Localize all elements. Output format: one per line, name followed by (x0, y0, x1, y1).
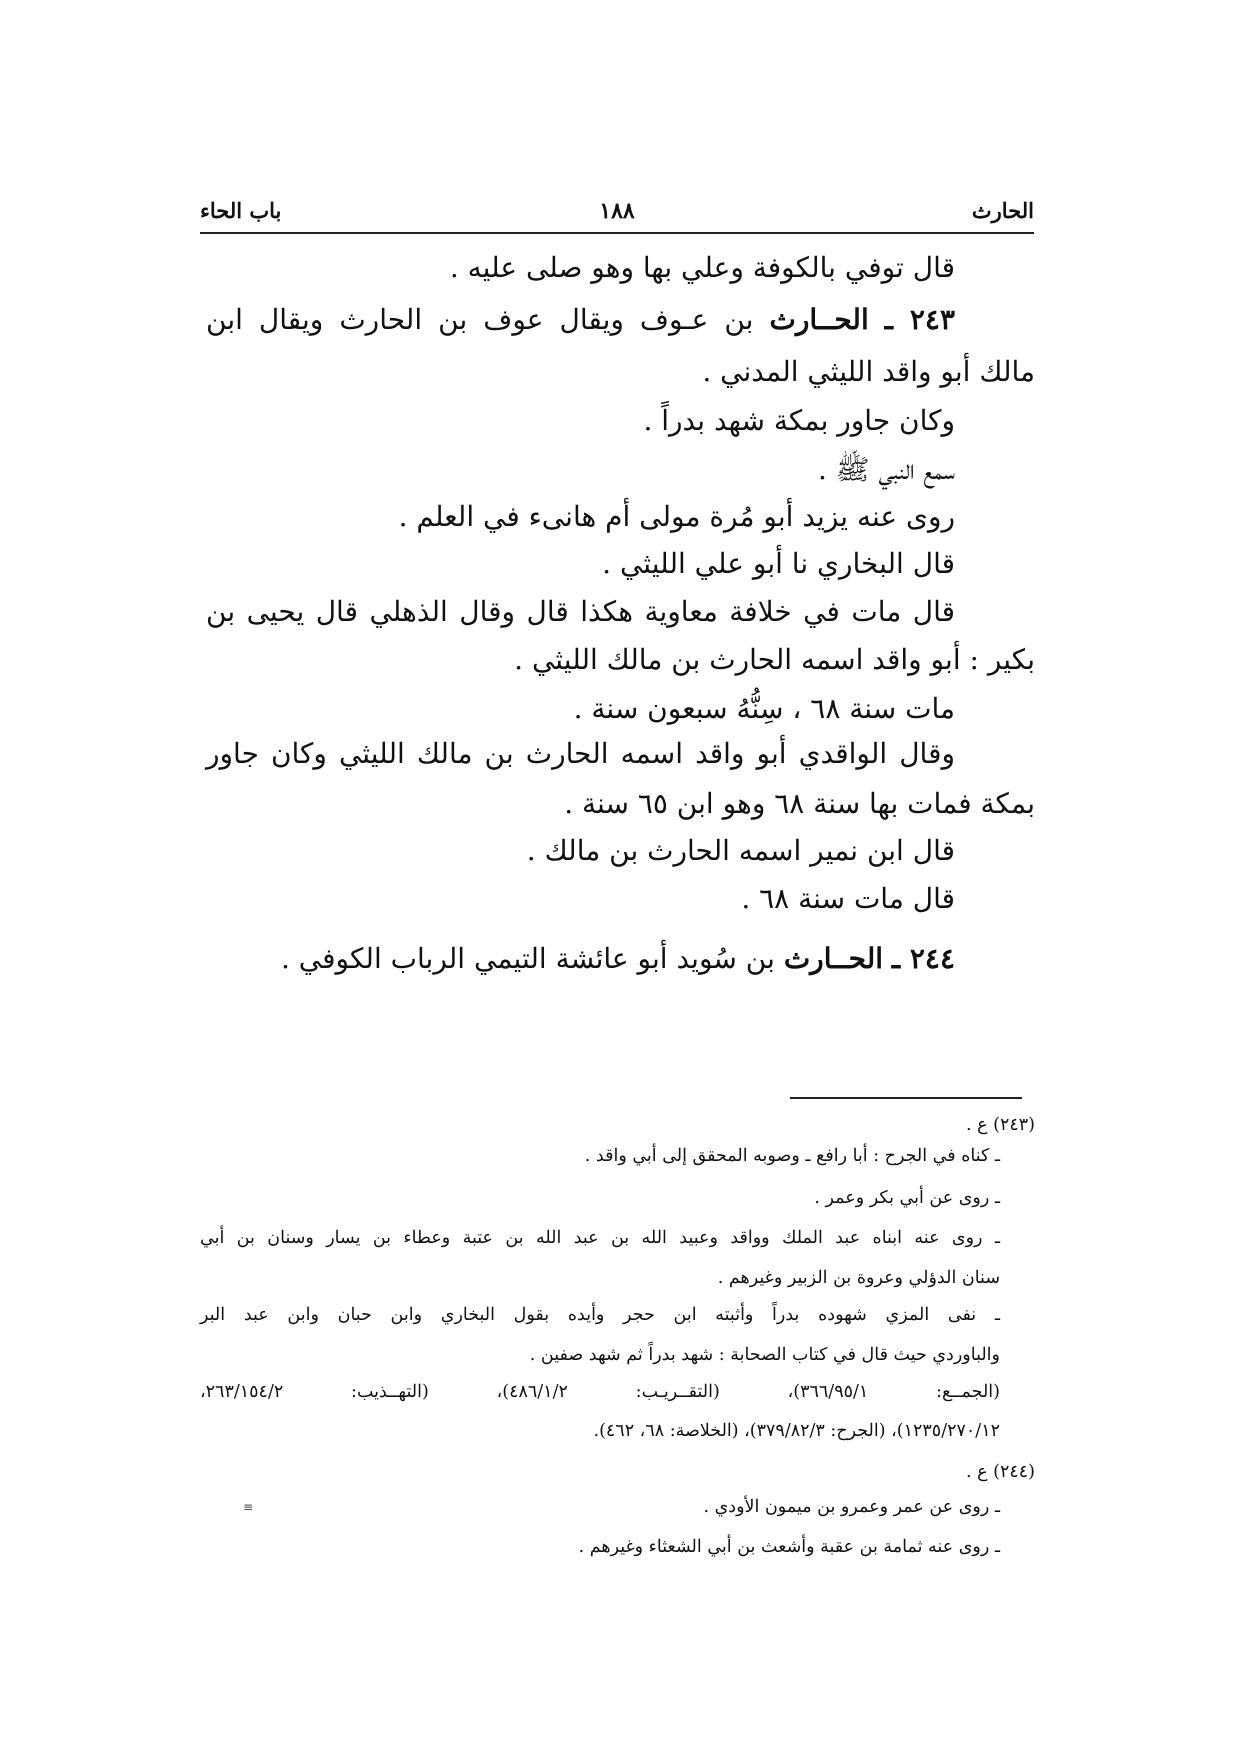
entry-heading-text: بن سُويد أبو عائشة التيمي الرباب الكوفي . (280, 942, 775, 975)
footnote-line: (٢٤٤) ع . (966, 1462, 1035, 1482)
body-line: قال مات سنة ٦٨ . (741, 882, 955, 915)
body-line: قال ابن نمير اسمه الحارث بن مالك . (526, 834, 955, 867)
header-chapter-title: باب الحاء (200, 198, 282, 223)
footnote-line: (٢٤٣) ع . (966, 1115, 1035, 1135)
footnote-line: ـ روى عن أبي بكر وعمر . (814, 1188, 1000, 1208)
entry-heading-text: بن عـوف ويقال عوف بن الحارث ويقال ابن (206, 303, 754, 336)
footnote-line: ـ كناه في الجرح : أبا رافع ـ وصوبه المحقق إلى أبي واقد . (584, 1146, 1000, 1166)
footnote-line: ـ روى عنه ابناه عبد الملك وواقد وعبيد الله بن عبد الله بن عتبة وعطاء بن يسار وسنان بن أبي (200, 1228, 1000, 1248)
margin-mark: ≡ (243, 1500, 254, 1514)
footnote-line: ـ نفى المزي شهوده بدراً وأثبته ابن حجر وأيده بقول البخاري وابن حبان وابن عبد البر (200, 1305, 1000, 1325)
body-line: بمكة فمات بها سنة ٦٨ وهو ابن ٦٥ سنة . (564, 787, 1035, 820)
footnote-line: والباوردي حيث قال في كتاب الصحابة : شهد بدراً ثم شهد صفين . (529, 1345, 1000, 1365)
body-line: سمع النبي ﷺ . (817, 453, 955, 486)
footnote-rule (790, 1097, 1022, 1099)
body-line: روى عنه يزيد أبو مُرة مولى أم هانىء في العلم . (398, 500, 955, 533)
page-number: ١٨٨ (599, 198, 635, 224)
body-line: مات سنة ٦٨ ، سِنُّهُ سبعون سنة . (573, 692, 955, 725)
footnote-citation-line: ١٢٣٥/٢٧٠/١٢)، (الجرح: ٣٧٩/٨٢/٣)، (الخلاصة: ٦٨، ٤٦٢). (593, 1421, 1000, 1441)
footnote-line: سنان الدؤلي وعروة بن الزبير وغيرهم . (717, 1268, 1000, 1288)
footnote-line: ـ روى عن عمر وعمرو بن ميمون الأودي . (703, 1497, 1000, 1517)
entry-number: ٢٤٤ ـ (891, 942, 955, 975)
body-line: وقال الواقدي أبو واقد اسمه الحارث بن مالك الليثي وكان جاور (206, 737, 955, 770)
entry-name: الحــارث (783, 942, 884, 975)
body-line: قال البخاري نا أبو علي الليثي . (602, 547, 955, 580)
body-line: قال مات في خلافة معاوية هكذا قال وقال الذهلي قال يحيى بن (206, 595, 955, 628)
header-chapter-entry: الحارث (971, 198, 1034, 223)
body-line: بكير : أبو واقد اسمه الحارث بن مالك الليثي . (514, 643, 1035, 676)
footnote-citation-line: (الجمــع: ٣٦٦/٩٥/١)، (التقــريـب: ٤٨٦/١/٢)، (التهــذيب: ٢٦٣/١٥٤/٢، (200, 1382, 1000, 1402)
entry-name: الحــارث (769, 303, 869, 336)
header-rule (200, 232, 1034, 234)
body-line: مالك أبو واقد الليثي المدني . (702, 355, 1035, 388)
body-line: قال توفي بالكوفة وعلي بها وهو صلى عليه . (449, 251, 955, 284)
body-line: وكان جاور بمكة شهد بدراً . (643, 404, 955, 437)
entry-number: ٢٤٣ ـ (884, 303, 955, 336)
entry-heading-244 (281, 942, 955, 975)
entry-heading-243 (206, 303, 955, 336)
footnote-line: ـ روى عنه ثمامة بن عقبة وأشعث بن أبي الشعثاء وغيرهم . (578, 1537, 1000, 1557)
